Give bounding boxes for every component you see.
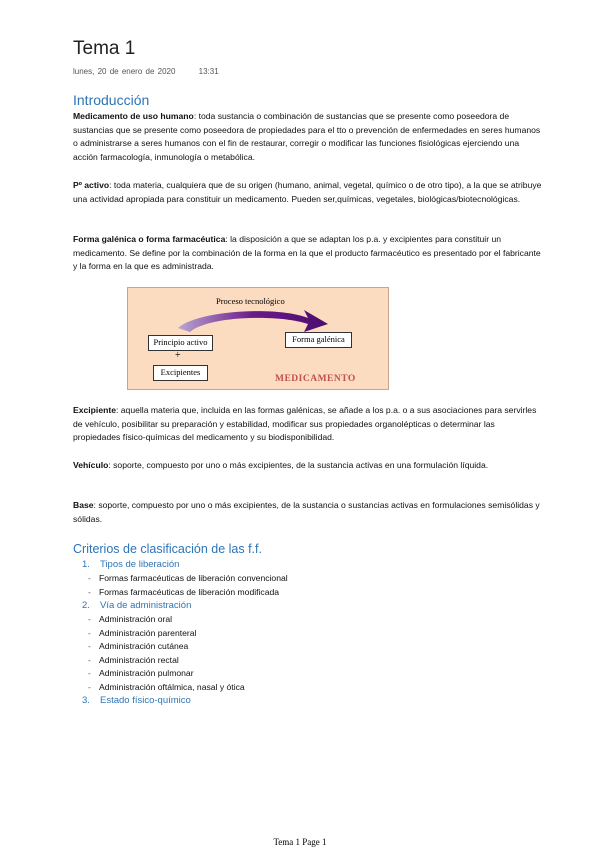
paragraph-excipiente [73, 404, 543, 445]
term-definition: : soporte, compuesto por uno o más excipientes, de la sustancia o sustancias activas en formulaciones semisólidas y sólidas. [73, 500, 540, 524]
term-definition: : soporte, compuesto por uno o más excipientes, de la sustancia activas en una formulación líquida. [108, 460, 489, 470]
page-footer: Tema 1 Page 1 [273, 837, 327, 847]
list-item-text: Formas farmacéuticas de liberación modificada [99, 586, 280, 597]
criteria-number: 1. [82, 559, 90, 570]
term-definition: : aquella materia que, incluida en las formas galénicas, se añade a los p.a. o a sus asociaciones para servirles de vehículo, posibilitar su preparación y estabilidad, modificar sus propiedades organolépticas o determinar las propiedades físico-químicas del medicamento y su biodisponibilidad. [73, 405, 537, 442]
process-diagram [127, 287, 389, 390]
paragraph-base [73, 499, 543, 526]
term-label: Vehículo [73, 460, 109, 470]
term-definition: : la disposición a que se adaptan los p.a. y excipientes para constituir un medicamento. Se define por la combinación de la forma en la que el producto farmacéutico es presentado por el fabricante y la forma en la que es administrada. [73, 234, 541, 271]
criteria-label: Vía de administración [100, 600, 192, 611]
intro-heading: Introducción [73, 92, 150, 108]
diagram-excipients-box: Excipientes [153, 365, 208, 381]
criteria-label: Tipos de liberación [100, 559, 180, 570]
criteria-label: Estado físico-químico [100, 695, 191, 706]
note-date: lunes, 20 de enero de 2020 [73, 67, 176, 76]
diagram-plus: + [175, 350, 181, 361]
paragraph-forma-galenica [73, 233, 543, 274]
note-metadata [73, 67, 219, 76]
list-item-text: Administración rectal [99, 654, 179, 665]
term-definition: : toda sustancia o combinación de sustancias que se presente como poseedora de sustancias que se presente como poseedora de propiedades para el tto o prevención de enfermedades en seres humanos o administrarse a seres humanos con el fin de restaurar, corregir o modificar las funciones fisiológicas ejerciendo una acción farmacología, inmunología o metabólica. [73, 111, 541, 162]
list-item-text: Administración cutánea [99, 641, 189, 651]
term-label: Excipiente [73, 405, 116, 415]
criteria-item [80, 558, 540, 572]
term-label: Medicamento de uso humano [73, 111, 194, 121]
page-title: Tema 1 [73, 38, 136, 59]
criteria-heading: Criterios de clasificación de las f.f. [73, 542, 262, 556]
list-item: - Formas farmacéuticas de liberación modificada [88, 586, 280, 597]
list-item: - Administración rectal [88, 654, 179, 665]
term-definition: : toda materia, cualquiera que de su origen (humano, animal, vegetal, químico o de otro tipo), a la que se atribuye una actividad apropiada para constituir un medicamento. Pueden ser,químicas, vegetales, biológicas/biotecnológicas. [73, 180, 542, 204]
criteria-number: 2. [82, 600, 90, 611]
list-item: - Formas farmacéuticas de liberación convencional [88, 573, 288, 583]
criteria-item [80, 599, 540, 613]
criteria-item [80, 694, 540, 708]
list-item-text: Administración parenteral [99, 627, 197, 638]
list-item-text: Formas farmacéuticas de liberación convencional [99, 573, 288, 583]
list-item: - Administración parenteral [88, 627, 197, 638]
paragraph-vehiculo [73, 459, 543, 473]
list-item-text: Administración pulmonar [99, 668, 194, 678]
criteria-number: 3. [82, 695, 90, 706]
list-item: - Administración oral [88, 614, 173, 624]
term-label: Base [73, 500, 94, 510]
paragraph-principio-activo [73, 179, 543, 206]
diagram-medicament-label: MEDICAMENTO [275, 374, 356, 384]
list-item-text: Administración oftálmica, nasal y ótica [99, 681, 245, 692]
diagram-active-box: Principio activo [148, 335, 213, 351]
list-item: - Administración pulmonar [88, 668, 194, 678]
list-item: - Administración oftálmica, nasal y ótica [88, 681, 245, 692]
term-label: Pº activo [73, 180, 110, 190]
criteria-list [80, 558, 540, 708]
term-label: Forma galénica o forma farmacéutica [73, 234, 226, 244]
list-item: - Administración cutánea [88, 641, 189, 651]
list-item-text: Administración oral [99, 614, 173, 624]
diagram-process-label: Proceso tecnológico [216, 296, 285, 306]
diagram-form-box: Forma galénica [285, 332, 352, 348]
paragraph-medicamento [73, 110, 543, 164]
note-time: 13:31 [198, 67, 219, 76]
